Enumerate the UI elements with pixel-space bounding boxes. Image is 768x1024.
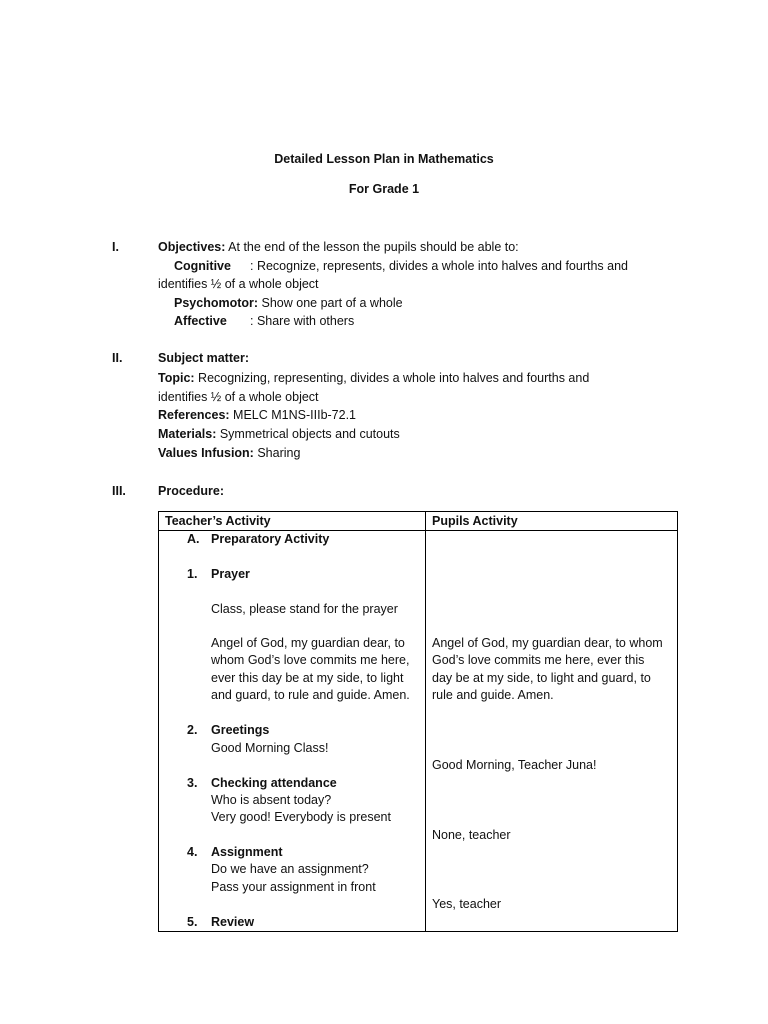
values-text: Sharing bbox=[253, 446, 301, 460]
assignment-teacher-line: Do we have an assignment? bbox=[211, 862, 369, 876]
psychomotor-text: Show one part of a whole bbox=[258, 296, 403, 310]
subject-matter-heading: Subject matter: bbox=[158, 351, 249, 365]
materials-label: Materials: bbox=[158, 427, 217, 441]
greetings-number: 2. bbox=[187, 723, 198, 737]
attendance-title: Checking attendance bbox=[211, 776, 337, 790]
procedure-heading: Procedure: bbox=[158, 484, 224, 498]
affective-text: : Share with others bbox=[250, 314, 355, 328]
cognitive-label: Cognitive bbox=[174, 259, 231, 273]
section-letter: A. bbox=[187, 532, 200, 546]
topic-label: Topic: bbox=[158, 371, 195, 385]
procedure-table bbox=[158, 511, 678, 932]
attendance-number: 3. bbox=[187, 776, 198, 790]
prayer-instruction: Class, please stand for the prayer bbox=[211, 602, 398, 616]
prayer-pupil-line: Angel of God, my guardian dear, to whom bbox=[432, 636, 663, 650]
objectives-intro: At the end of the lesson the pupils should be able to: bbox=[225, 240, 519, 254]
materials-text: Symmetrical objects and cutouts bbox=[216, 427, 400, 441]
attendance-pupil-text: None, teacher bbox=[432, 828, 511, 842]
review-title: Review bbox=[211, 915, 255, 929]
topic-text: Recognizing, representing, divides a whole into halves and fourths and bbox=[194, 371, 590, 385]
prayer-teacher-line: ever this day be at my side, to light bbox=[211, 671, 404, 685]
pupils-activity-cell bbox=[426, 531, 678, 932]
greetings-title: Greetings bbox=[211, 723, 270, 737]
prayer-title: Prayer bbox=[211, 567, 250, 581]
section-number-procedure: III. bbox=[112, 484, 126, 498]
prayer-number: 1. bbox=[187, 567, 198, 581]
values-line bbox=[158, 446, 300, 460]
assignment-number: 4. bbox=[187, 845, 198, 859]
preparatory-activity-title: Preparatory Activity bbox=[211, 532, 330, 546]
cognitive-text-cont: identifies ½ of a whole object bbox=[158, 277, 319, 291]
materials-line bbox=[158, 427, 400, 441]
grade-subtitle: For Grade 1 bbox=[348, 182, 420, 196]
values-label: Values Infusion: bbox=[158, 446, 254, 460]
prayer-teacher-line: whom God’s love commits me here, bbox=[211, 653, 410, 667]
cognitive-text: : Recognize, represents, divides a whole into halves and fourths and bbox=[250, 259, 629, 273]
references-text: MELC M1NS-IIIb-72.1 bbox=[229, 408, 357, 422]
references-label: References: bbox=[158, 408, 230, 422]
greetings-teacher-text: Good Morning Class! bbox=[211, 741, 329, 755]
prayer-teacher-line: Angel of God, my guardian dear, to bbox=[211, 636, 405, 650]
pupils-activity-header: Pupils Activity bbox=[426, 512, 678, 531]
prayer-pupil-line: day be at my side, to light and guard, to bbox=[432, 671, 651, 685]
psychomotor-line bbox=[174, 296, 403, 310]
prayer-pupil-line: rule and guide. Amen. bbox=[432, 688, 554, 702]
prayer-teacher-line: and guard, to rule and guide. Amen. bbox=[211, 688, 410, 702]
review-number: 5. bbox=[187, 915, 198, 929]
psychomotor-label: Psychomotor: bbox=[174, 296, 259, 310]
teacher-activity-cell bbox=[159, 531, 426, 932]
topic-line bbox=[158, 371, 589, 385]
objectives-heading bbox=[158, 240, 519, 254]
objectives-label: Objectives: bbox=[158, 240, 226, 254]
attendance-teacher-line: Very good! Everybody is present bbox=[211, 810, 391, 824]
assignment-teacher-line: Pass your assignment in front bbox=[211, 880, 376, 894]
assignment-pupil-text: Yes, teacher bbox=[432, 897, 502, 911]
teacher-activity-header: Teacher’s Activity bbox=[159, 512, 426, 531]
affective-label: Affective bbox=[174, 314, 227, 328]
document-title: Detailed Lesson Plan in Mathematics bbox=[274, 152, 494, 166]
prayer-pupil-line: God’s love commits me here, ever this bbox=[432, 653, 645, 667]
section-number-subject: II. bbox=[112, 351, 123, 365]
attendance-teacher-line: Who is absent today? bbox=[211, 793, 332, 807]
references-line bbox=[158, 408, 356, 422]
topic-text-cont: identifies ½ of a whole object bbox=[158, 390, 319, 404]
greetings-pupil-text: Good Morning, Teacher Juna! bbox=[432, 758, 597, 772]
assignment-title: Assignment bbox=[211, 845, 283, 859]
section-number-objectives: I. bbox=[112, 240, 119, 254]
